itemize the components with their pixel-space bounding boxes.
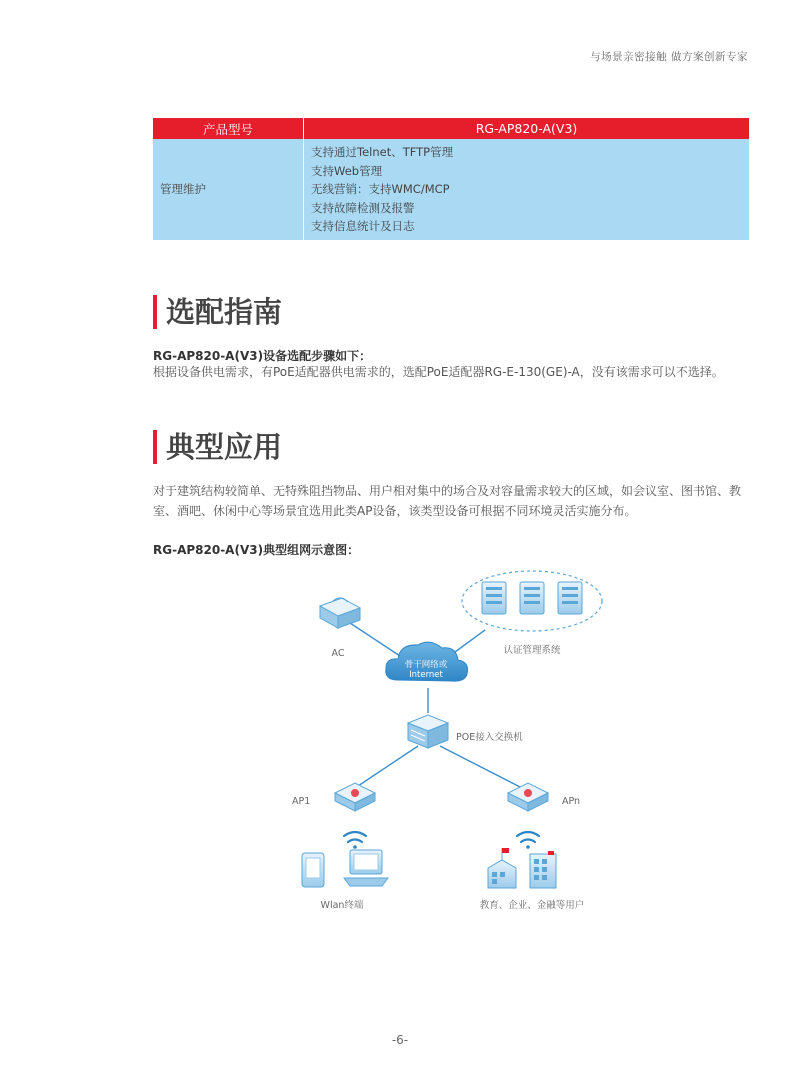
ap1-device xyxy=(292,783,375,811)
selection-text: 根据设备供电需求，有PoE适配器供电需求的，选配PoE适配器RG-E-130(GE)-A，没有该需求可以不选择。 xyxy=(153,365,724,379)
server-icon xyxy=(482,582,506,614)
wifi-signal-icon xyxy=(344,832,366,849)
auth-server-group xyxy=(462,571,602,656)
cloud-label-line1: 骨干网络或 xyxy=(404,660,448,670)
user-buildings xyxy=(480,848,585,911)
server-icon xyxy=(558,582,582,614)
ac-controller xyxy=(320,598,360,659)
spec-table xyxy=(153,118,749,240)
poe-switch xyxy=(408,715,523,748)
spec-feature: 无线营销：支持WMC/MCP xyxy=(311,182,450,196)
spec-table-header-row xyxy=(153,118,749,139)
apn-device xyxy=(508,783,580,811)
auth-label: 认证管理系统 xyxy=(503,645,561,656)
building-icon xyxy=(530,851,556,888)
spec-row-label: 管理维护 xyxy=(153,139,304,240)
ac-label: AC xyxy=(331,648,345,659)
diagram-heading: RG-AP820-A(V3)典型组网示意图： xyxy=(153,543,360,557)
server-icon xyxy=(520,582,544,614)
page-number: -6- xyxy=(391,1033,409,1047)
selection-subheading: RG-AP820-A(V3)设备选配步骤如下： xyxy=(153,349,372,363)
cloud-label-line2: Internet xyxy=(409,670,443,680)
spec-col2-header: RG-AP820-A(V3) xyxy=(304,118,750,139)
spec-feature: 支持Web管理 xyxy=(311,163,383,178)
laptop-icon xyxy=(344,850,388,886)
ap1-label: AP1 xyxy=(292,796,311,807)
spec-feature-list xyxy=(304,139,750,240)
building-icon xyxy=(488,848,516,888)
wlan-terminals xyxy=(302,850,388,911)
internet-cloud xyxy=(386,642,468,681)
spec-feature: 支持信息统计及日志 xyxy=(311,219,415,233)
typical-application-title: 典型应用 xyxy=(153,430,282,464)
apn-label: APn xyxy=(562,796,581,807)
spec-col1-header: 产品型号 xyxy=(153,118,304,139)
spec-table-row xyxy=(153,139,749,240)
spec-feature: 支持故障检测及报警 xyxy=(311,200,415,215)
spec-feature: 支持通过Telnet、TFTP管理 xyxy=(311,145,454,159)
header-tagline: 与场景亲密接触 做方案创新专家 xyxy=(590,51,748,63)
phone-icon xyxy=(302,853,324,887)
network-diagram xyxy=(280,568,620,918)
application-text: 对于建筑结构较简单、无特殊阻挡物品、用户相对集中的场合及对容量需求较大的区域，如会议室、图书馆、教室、酒吧、休闲中心等场景宜选用此类AP设备，该类型设备可根据不同环境灵活实施分布。 xyxy=(153,484,742,518)
switch-label: POE接入交换机 xyxy=(456,732,523,743)
wlan-label: Wlan终端 xyxy=(320,900,364,911)
wifi-signal-icon xyxy=(517,832,539,849)
selection-guide-title: 选配指南 xyxy=(153,295,282,329)
users-label: 教育、企业、金融等用户 xyxy=(479,900,585,911)
